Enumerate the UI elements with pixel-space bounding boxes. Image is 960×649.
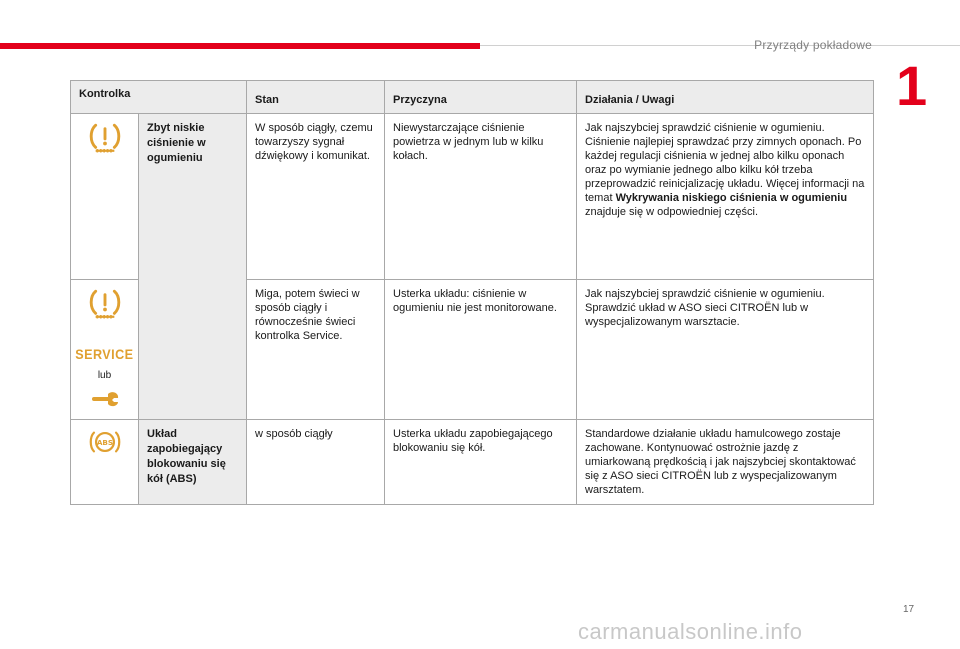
przyczyna-cell: Niewystarczające ciśnienie powietrza w jednym lub w kilku kołach.: [385, 114, 577, 280]
col-header-stan: Stan: [247, 81, 385, 114]
uwagi-cell: Jak najszybciej sprawdzić ciśnienie w ogumieniu. Sprawdzić układ w ASO sieci CITROËN lub w wyspecjalizowanym warsztacie.: [577, 280, 874, 420]
przyczyna-cell: Usterka układu: ciśnienie w ogumieniu nie jest monitorowane.: [385, 280, 577, 420]
warning-lights-table: [70, 80, 874, 505]
uwagi-bold-link: Wykrywania niskiego ciśnienia w ogumieniu: [615, 192, 848, 204]
abs-warning-icon: [88, 427, 122, 457]
col-header-kontrolka: Kontrolka: [71, 81, 247, 114]
stan-cell: Miga, potem świeci w sposób ciągły i równocześnie świeci kontrolka Service.: [247, 280, 385, 420]
stan-cell: w sposób ciągły: [247, 420, 385, 505]
col-header-uwagi: Działania / Uwagi: [577, 81, 874, 114]
table-header-row: [71, 81, 874, 114]
icon-cell: [71, 114, 139, 280]
header-red-bar: [0, 43, 480, 49]
or-label: lub: [97, 370, 112, 381]
uwagi-text: Jak najszybciej sprawdzić ciśnienie w ogumieniu. Ciśnienie najlepiej sprawdzać przy zimnych oponach. Po każdej regulacji ciśnienia w jednej albo kilku oponach oraz po wymianie jednego albo kilku kół trzeba przeprowadzić reinicjalizację układu. Więcej informacji na temat: [585, 122, 865, 204]
icon-cell: [71, 280, 139, 420]
section-title: Przyrządy pokładowe: [754, 38, 872, 52]
warning-name: Zbyt niskie ciśnienie w ogumieniu: [139, 114, 247, 420]
tyre-pressure-warning-icon: [88, 287, 122, 321]
tyre-pressure-warning-icon: [88, 121, 122, 155]
header-divider: [480, 45, 960, 46]
wrench-icon: [90, 391, 120, 407]
page-number: 17: [903, 604, 915, 615]
stan-cell: W sposób ciągły, czemu towarzyszy sygnał dźwiękowy i komunikat.: [247, 114, 385, 280]
table-row: [71, 114, 874, 280]
uwagi-cell: Standardowe działanie układu hamulcowego zostaje zachowane. Kontynuować ostrożnie jazdę z umiarkowaną prędkością i jak najszybciej skontaktować się z ASO sieci CITROËN lub z wyspecjalizowanym warsztatem.: [577, 420, 874, 505]
table-row: [71, 420, 874, 505]
przyczyna-cell: Usterka układu zapobiegającego blokowaniu się kół.: [385, 420, 577, 505]
col-header-przyczyna: Przyczyna: [385, 81, 577, 114]
icon-cell: [71, 420, 139, 505]
svg-text:ABS: ABS: [96, 437, 113, 447]
uwagi-text-end: znajduje się w odpowiedniej części.: [585, 206, 759, 218]
service-label: SERVICE: [75, 346, 134, 362]
uwagi-cell: [577, 114, 874, 280]
watermark-text: carmanualsonline.info: [578, 619, 803, 644]
chapter-number: 1: [896, 54, 928, 117]
warning-name: Układ zapobiegający blokowaniu się kół (ABS): [139, 420, 247, 505]
